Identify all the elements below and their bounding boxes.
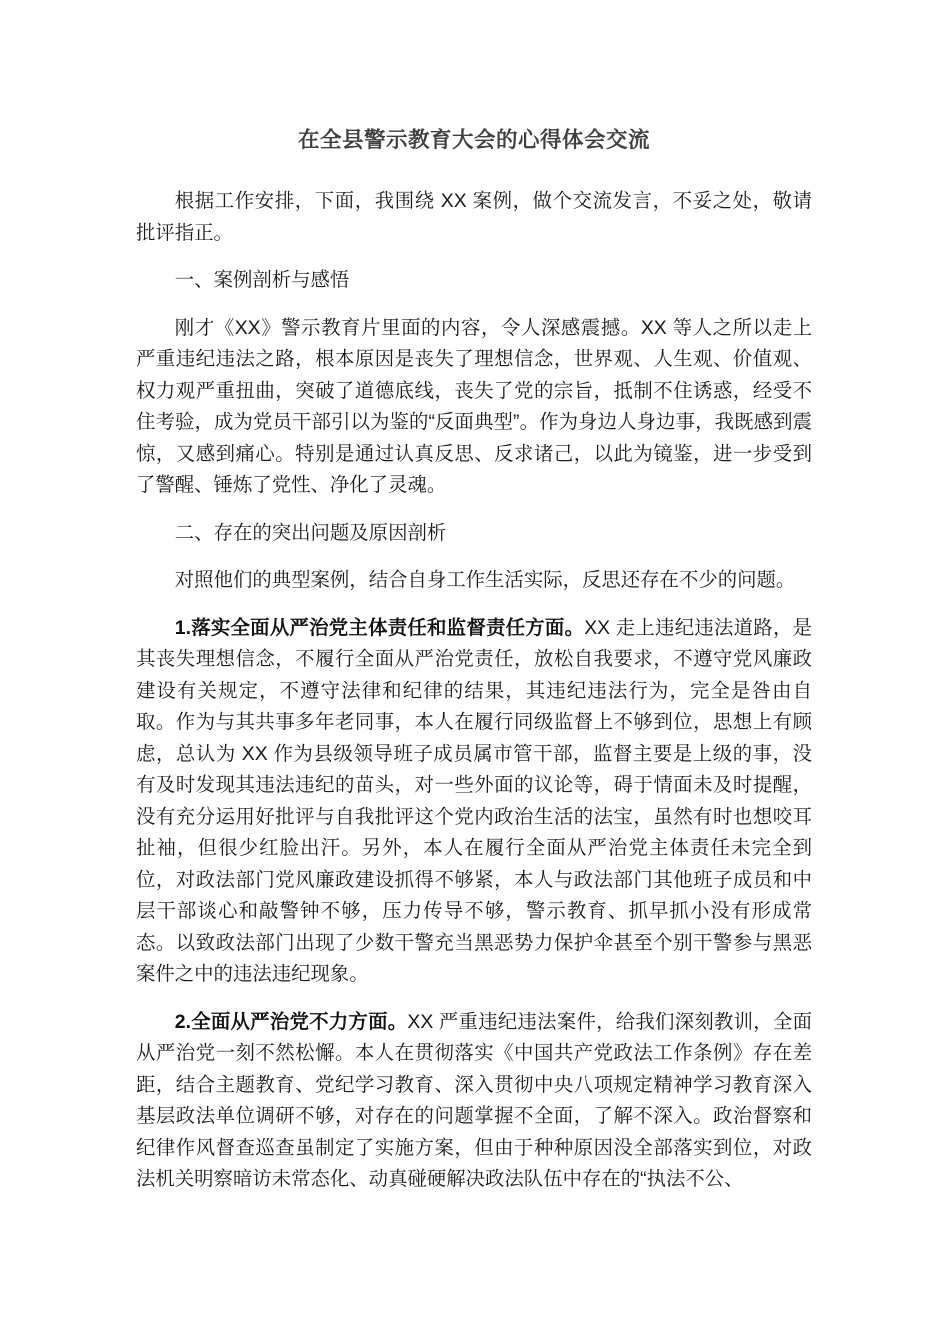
section-heading-two: 二、存在的突出问题及原因剖析	[174, 521, 447, 544]
page-title: 在全县警示教育大会的心得体会交流	[297, 128, 650, 152]
item-one-lead-label: 1.落实全面从严治党主体责任和监督责任方面。	[174, 616, 585, 639]
section-heading-one: 一、案例剖析与感悟	[174, 269, 350, 291]
document-content	[136, 0, 812, 1196]
item-two-lead-label: 2.全面从严治党不力方面。	[174, 1010, 408, 1033]
paragraph-item-one	[136, 613, 812, 991]
paragraph-intro: 根据工作安排，下面，我围绕 XX 案例，做个交流发言，不妥之处，敬请批评指正。	[136, 190, 812, 244]
paragraph-section-one-body: 刚才《XX》警示教育片里面的内容，令人深感震撼。XX 等人之所以走上严重违纪违法之路，根本原因是丧失了理想信念，世界观、人生观、价值观、权力观严重扭曲，突破了道德底线，丧失了党的宗旨，抵制不住诱惑，经受不住考验，成为党员干部引以为鉴的“反面典型”。作为身边人身边事，我既感到震惊，又感到痛心。特别是通过认真反思、反求诸己，以此为镜鉴，进一步受到了警醒、锤炼了党性、净化了灵魂。	[136, 316, 812, 496]
item-two-body-text: XX 严重违纪违法案件，给我们深刻教训，全面从严治党一刻不然松懈。本人在贯彻落实《中国共产党政法工作条例》存在差距，结合主题教育、党纪学习教育、深入贯彻中央八项规定精神学习教育深入基层政法单位调研不够，对存在的问题掌握不全面，了解不深入。政治督察和纪律作风督查巡查虽制定了实施方案，但由于种种原因没全部落实到位，对政法机关明察暗访未常态化、动真碰硬解决政法队伍中存在的“执法不公、	[136, 1010, 812, 1190]
paragraph-section-two-lead: 对照他们的典型案例，结合自身工作生活实际，反思还存在不少的问题。	[174, 569, 796, 591]
item-one-body-text: XX 走上违纪违法道路，是其丧失理想信念，不履行全面从严治党责任，放松自我要求，不遵守党风廉政建设有关规定，不遵守法律和纪律的结果，其违纪违法行为，完全是咎由自取。作为与其共事多年老同事，本人在履行同级监督上不够到位，思想上有顾虑，总认为 XX 作为县级领导班子成员属市管干部，监督主要是上级的事，没有及时发现其违法违纪的苗头，对一些外面的议论等，碍于情面未及时提醒，没有充分运用好批评与自我批评这个党内政治生活的法宝，虽然有时也想咬耳扯袖，但很少红脸出汗。另外，本人在履行全面从严治党主体责任未完全到位，对政法部门党风廉政建设抓得不够紧，本人与政法部门其他班子成员和中层干部谈心和敲警钟不够，压力传导不够，警示教育、抓早抓小没有形成常态。以致政法部门出现了少数干警充当黑恶势力保护伞甚至个别干警参与黑恶案件之中的违法违纪现象。	[136, 616, 812, 985]
paragraph-item-two	[136, 1007, 812, 1196]
